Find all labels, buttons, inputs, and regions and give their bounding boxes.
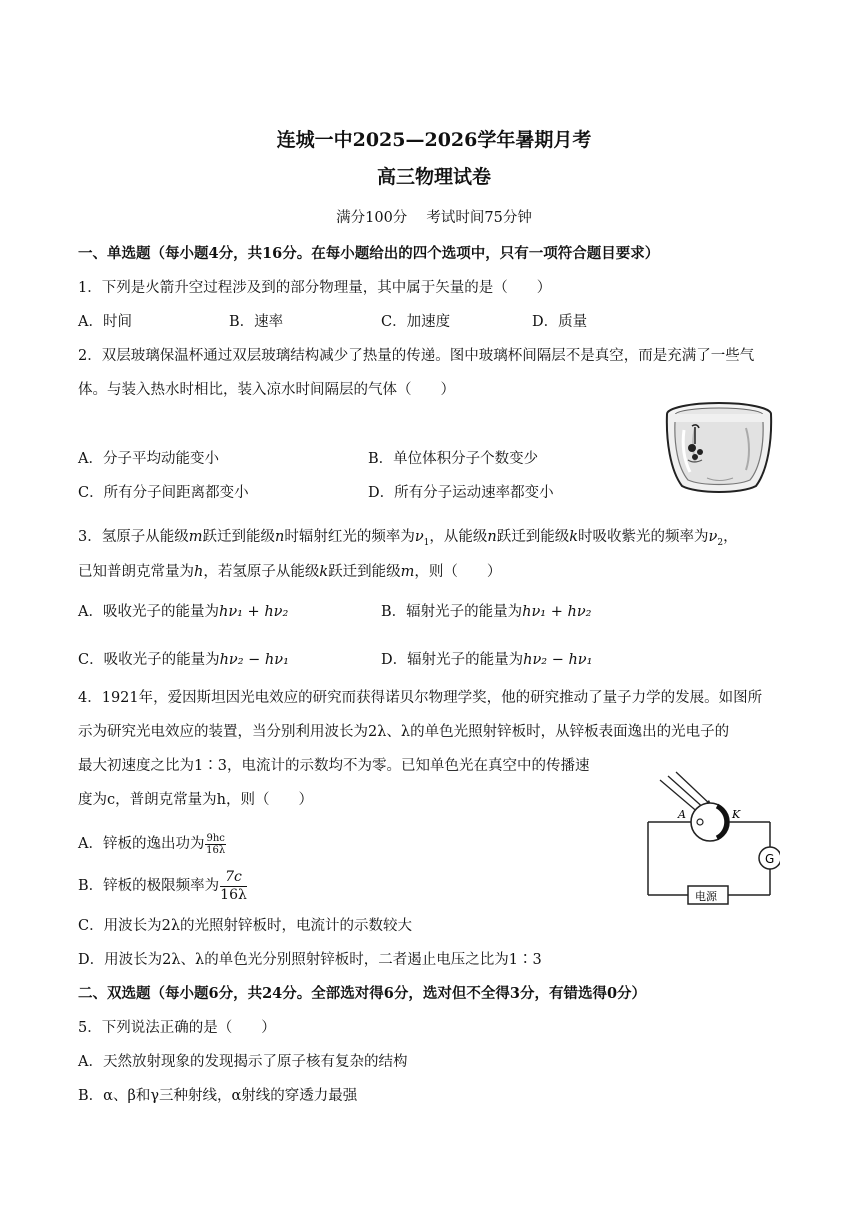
q1-option-a: A．时间 — [78, 314, 132, 330]
q2-stem-line2: 体。与装入热水时相比，装入凉水时间隔层的气体（ ） — [78, 382, 455, 398]
exam-subtitle: 高三物理试卷 — [376, 166, 491, 188]
formula: hν₂ − hν₁ — [219, 652, 289, 668]
q1-option-c: C．加速度 — [381, 314, 451, 330]
q4-option-b — [78, 866, 247, 906]
text-run: ， — [723, 529, 738, 545]
q2-option-a: A．分子平均动能变小 — [78, 451, 219, 467]
numerator: 7c — [220, 869, 247, 887]
text-run: D．辐射光子的能量为 — [381, 652, 524, 668]
text-run: A．吸收光子的能量为 — [78, 604, 219, 620]
q2-option-b: B．单位体积分子个数变少 — [368, 451, 539, 467]
label-galvanometer: G — [765, 852, 775, 866]
subscript: 2 — [717, 537, 724, 548]
section2-heading: 二、双选题（每小题6分，共24分。全部选对得6分，选对但不全得3分，有错选得0分） — [78, 985, 647, 1002]
q3-option-c — [78, 650, 289, 670]
var-n: n — [274, 529, 285, 545]
var-nu: ν — [414, 529, 424, 545]
text-run: A．锌板的逸出功为 — [78, 836, 205, 852]
var-h: h — [194, 564, 204, 580]
q1-option-d: D．质量 — [532, 314, 588, 330]
q2-option-c: C．所有分子间距离都变小 — [78, 485, 249, 501]
q4-stem-line2: 示为研究光电效应的装置，当分别利用波长为2λ、λ的单色光照射锌板时，从锌板表面逸出的光电子的 — [78, 724, 730, 740]
var-nu: ν — [708, 529, 718, 545]
section1-heading: 一、单选题（每小题4分，共16分。在每小题给出的四个选项中，只有一项符合题目要求） — [78, 245, 660, 262]
q1-option-b: B．速率 — [229, 314, 284, 330]
text-run: 跃迁到能级 — [328, 564, 401, 580]
text-run: 已知普朗克常量为 — [78, 564, 194, 580]
q3-option-a — [78, 602, 288, 622]
text-run: 跃迁到能级 — [496, 529, 570, 545]
numerator: 9hc — [206, 832, 225, 844]
q5-option-b: B．α、β和γ三种射线，α射线的穿透力最强 — [78, 1088, 358, 1104]
label-cathode: K — [732, 808, 741, 821]
q2-option-d: D．所有分子运动速率都变小 — [368, 485, 554, 501]
photoelectric-circuit-figure — [640, 770, 780, 910]
denominator: 16λ — [206, 844, 226, 856]
label-anode: A — [678, 808, 686, 821]
q4-stem-line4: 度为c，普朗克常量为h，则（ ） — [78, 792, 313, 808]
var-n: n — [487, 529, 497, 545]
text-run: 跃迁到能级 — [202, 529, 275, 545]
formula: hν₂ − hν₁ — [523, 652, 593, 668]
fraction — [205, 833, 225, 856]
subscript: 1 — [423, 537, 430, 548]
fraction — [220, 869, 247, 904]
formula: hν₁ + hν₂ — [522, 604, 592, 620]
q3-option-b — [381, 602, 591, 622]
text-run: B．辐射光子的能量为 — [381, 604, 523, 620]
q1-stem: 1．下列是火箭升空过程涉及到的部分物理量，其中属于矢量的是（ ） — [78, 280, 552, 296]
text-run: ，若氢原子从能级 — [203, 564, 320, 580]
q2-stem-line1: 2．双层玻璃保温杯通过双层玻璃结构减少了热量的传递。图中玻璃杯间隔层不是真空，而是充满了一些气 — [78, 348, 755, 364]
q4-stem-line3: 最大初速度之比为1∶3，电流计的示数均不为零。已知单色光在真空中的传播速 — [78, 758, 590, 774]
label-power-source: 电源 — [695, 890, 717, 903]
var-m: m — [188, 529, 203, 545]
text-run: ，从能级 — [429, 529, 488, 545]
text-run: ，则（ ） — [414, 564, 502, 580]
q3-stem-line1 — [78, 527, 738, 553]
var-k: k — [319, 564, 329, 580]
exam-info: 满分100分 考试时间75分钟 — [336, 210, 532, 226]
text-run: 时吸收紫光的频率为 — [578, 529, 709, 545]
text-run: 3．氢原子从能级 — [78, 529, 189, 545]
q3-stem-line2 — [78, 562, 501, 582]
q4-stem-line1: 4．1921年，爱因斯坦因光电效应的研究而获得诺贝尔物理学奖，他的研究推动了量子力学的发展。如图所 — [78, 690, 763, 706]
q5-option-a: A．天然放射现象的发现揭示了原子核有复杂的结构 — [78, 1054, 408, 1070]
q4-option-a — [78, 827, 226, 861]
formula: hν₁ + hν₂ — [218, 604, 289, 620]
text-run: 时辐射红光的频率为 — [284, 529, 415, 545]
double-glass-cup-figure — [662, 400, 776, 496]
var-m: m — [400, 564, 415, 580]
var-k: k — [569, 529, 579, 545]
q3-option-d — [381, 650, 592, 670]
q5-stem: 5．下列说法正确的是（ ） — [78, 1020, 276, 1036]
text-run: C．吸收光子的能量为 — [78, 652, 220, 668]
text-run: B．锌板的极限频率为 — [78, 878, 220, 894]
denominator: 16λ — [220, 886, 247, 903]
q4-option-d: D．用波长为2λ、λ的单色光分别照射锌板时，二者遏止电压之比为1∶3 — [78, 952, 542, 968]
q4-option-c: C．用波长为2λ的光照射锌板时，电流计的示数较大 — [78, 918, 413, 934]
exam-title: 连城一中2025—2026学年暑期月考 — [276, 129, 592, 151]
